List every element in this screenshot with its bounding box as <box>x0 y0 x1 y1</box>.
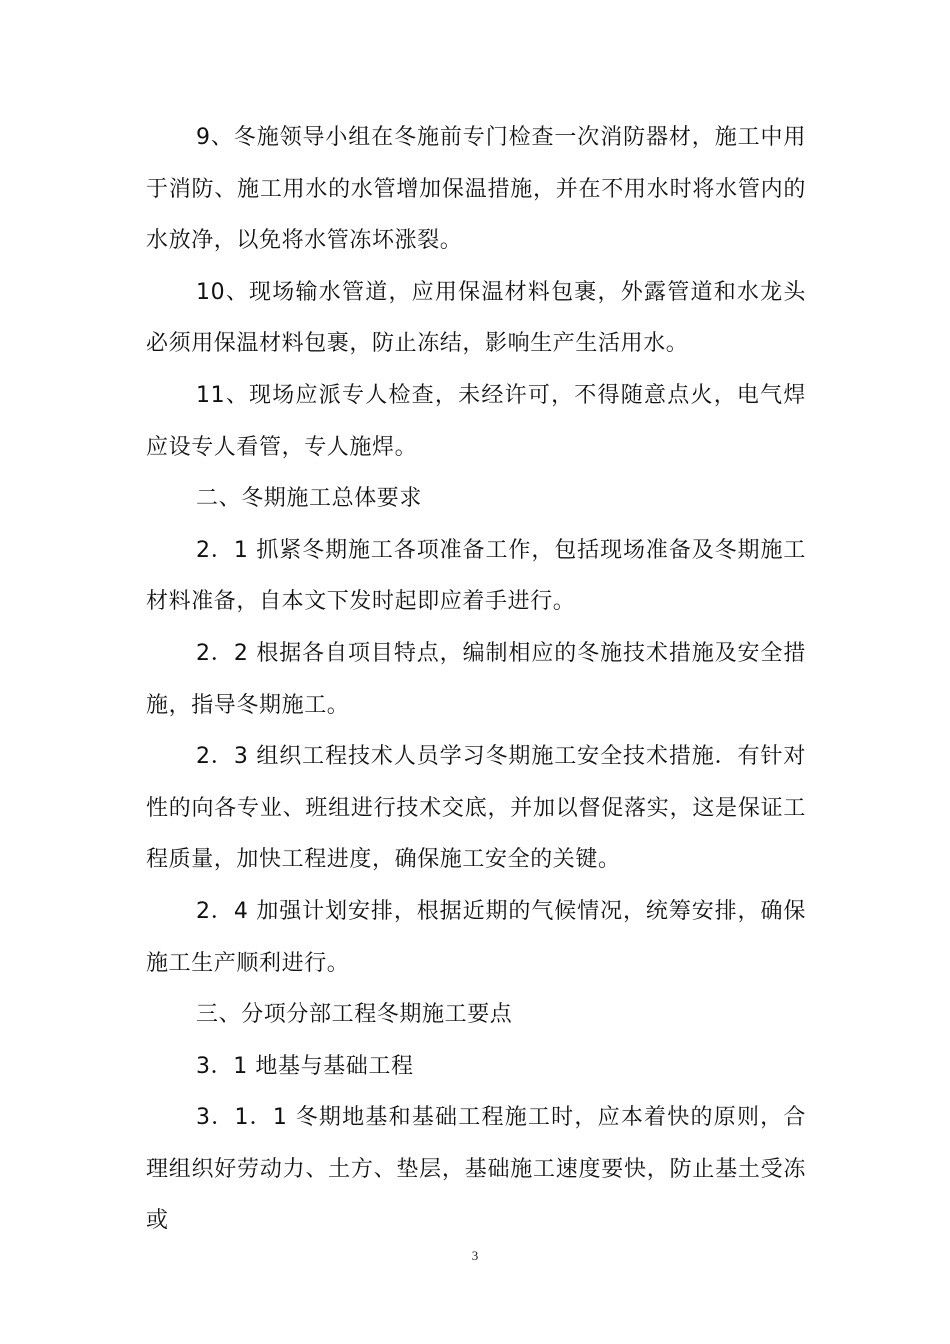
paragraph-2-1: 2．1 抓紧冬期施工各项准备工作，包括现场准备及冬期施工材料准备，自本文下发时起即应着手进行。 <box>146 537 806 615</box>
section-heading-2: 二、冬期施工总体要求 <box>196 486 423 512</box>
subsection-heading-3-1: 3．1 地基与基础工程 <box>196 1053 414 1079</box>
page-number: 3 <box>471 1248 479 1263</box>
paragraph-item-9: 9、冬施领导小组在冬施前专门检查一次消防器材，施工中用于消防、施工用水的水管增加保温措施，并在不用水时将水管内的水放净，以免将水管冻坏涨裂。 <box>146 125 806 254</box>
paragraph-item-11: 11、现场应派专人检查，未经许可，不得随意点火，电气焊应设专人看管，专人施焊。 <box>146 382 806 460</box>
paragraph-item-10: 10、现场输水管道，应用保温材料包裹，外露管道和水龙头必须用保温材料包裹，防止冻结，影响生产生活用水。 <box>146 279 806 357</box>
document-body <box>146 112 806 1247</box>
section-heading-3: 三、分项分部工程冬期施工要点 <box>196 1002 513 1028</box>
paragraph-2-2: 2．2 根据各自项目特点，编制相应的冬施技术措施及安全措施，指导冬期施工。 <box>146 640 806 718</box>
paragraph-2-4: 2．4 加强计划安排，根据近期的气候情况，统筹安排，确保施工生产顺利进行。 <box>146 898 806 976</box>
paragraph-3-1-1: 3．1．1 冬期地基和基础工程施工时，应本着快的原则，合理组织好劳动力、土方、垫层，基础施工速度要快，防止基土受冻或 <box>146 1105 806 1234</box>
paragraph-2-3: 2．3 组织工程技术人员学习冬期施工安全技术措施．有针对性的向各专业、班组进行技术交底，并加以督促落实，这是保证工程质量，加快工程进度，确保施工安全的关键。 <box>146 744 806 873</box>
